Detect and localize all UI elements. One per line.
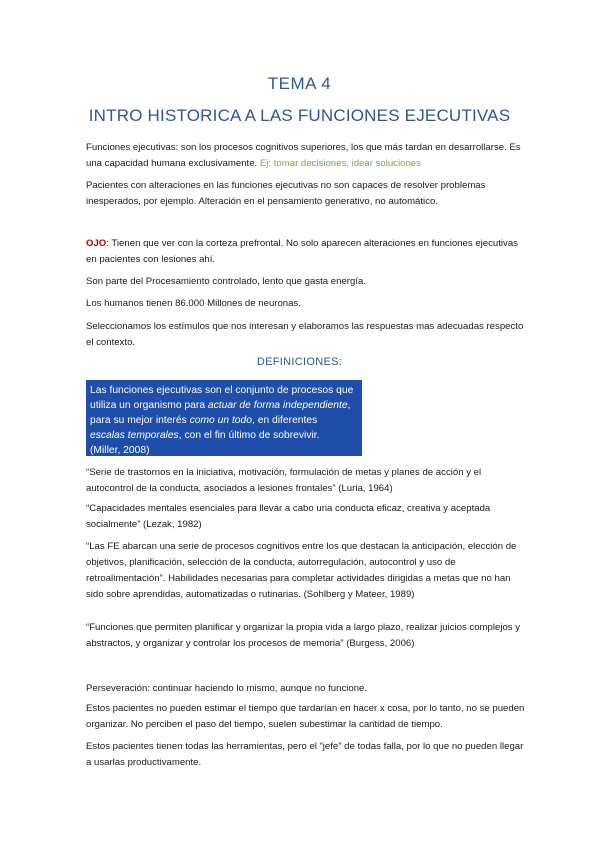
paragraph-perseveracion: Perseveración: continuar haciendo lo mismo, aunque no funcione. [86,683,368,694]
definition-burgess: “Funciones que permiten planificar y organizar la propia vida a largo plazo, realizar juicios complejos y abstractos, y organizar y controlar los procesos de memoria” (Burgess, 2006) [86,622,521,649]
page-subtitle: INTRO HISTORICA A LAS FUNCIONES EJECUTIVAS [88,106,511,125]
paragraph-procesamiento: Son parte del Procesamiento controlado, lento que gasta energía. [86,276,367,287]
paragraph-text: : Tienen que ver con la corteza prefrontal. No solo aparecen alteraciones en funciones ejecutivas en pacientes con lesiones ahí. [86,238,518,265]
paragraph-estimulos: Seleccionamos los estímulos que nos interesan y elaboramos las respuestas mas adecuadas respecto el contexto. [86,321,524,348]
paragraph-neuronas: Los humanos tienen 86.000 Millones de neuronas. [86,298,301,309]
paragraph-pacientes: Pacientes con alteraciones en las funciones ejecutivas no son capaces de resolver problemas inesperados, por ejemplo. Alteración en el pensamiento generativo, no automático. [86,180,486,207]
definition-quote-box [86,380,362,456]
quote-line: escalas temporales, con el fin último de sobrevivir. [90,430,320,441]
definition-sohlberg-mateer: “Las FE abarcan una serie de procesos cognitivos entre los que destacan la anticipación, elección de objetivos, planificación, selección de la conducta, autorregulación, autocontrol y uso de retroalimentación”. Habilidades necesarias para completar actividades dirigidas a metas que no han sido sobre aprendidas, automatizadas o rutinarias. (Sohlberg y Mateer, 1989) [86,541,517,600]
warning-label: OJO [86,238,107,249]
page-title: TEMA 4 [267,74,332,93]
definitions-heading: DEFINICIONES: [256,356,343,368]
quote-line: Las funciones ejecutivas son el conjunto de procesos que [90,385,354,396]
quote-line: utiliza un organismo para actuar de forma independiente, [90,400,351,411]
example-text: Ej: tomar decisiones, idear soluciones [259,158,421,169]
paragraph-ojo [86,236,526,268]
quote-line: para su mejor interés como un todo, en diferentes [90,415,318,426]
paragraph-herramientas: Estos pacientes tienen todas las herramientas, pero el “jefe” de todas falla, por lo que no pueden llegar a usarlas productivamente. [86,741,524,768]
definition-luria: “Serie de trastornos en la iniciativa, motivación, formulación de metas y planes de acción y el autocontrol de la conducta, asociados a lesiones frontales” (Luria, 1964) [86,467,482,494]
definition-lezak: “Capacidades mentales esenciales para llevar a cabo una conducta eficaz, creativa y aceptada socialmente” (Lezak, 1982) [86,503,491,530]
paragraph-estimar-tiempo: Estos pacientes no pueden estimar el tiempo que tardarían en hacer x cosa, por lo tanto, no se pueden organizar. No perciben el paso del tiempo, suelen subestimar la cantidad de tiempo. [86,703,525,730]
paragraph-funciones-ejecutivas [86,140,526,172]
paragraph-text: Funciones ejecutivas: son los procesos cognitivos superiores, los que más tardan en desarrollarse. Es una capacidad humana exclusivamente. [86,142,521,169]
quote-citation: (Miller, 2008) [90,445,150,456]
